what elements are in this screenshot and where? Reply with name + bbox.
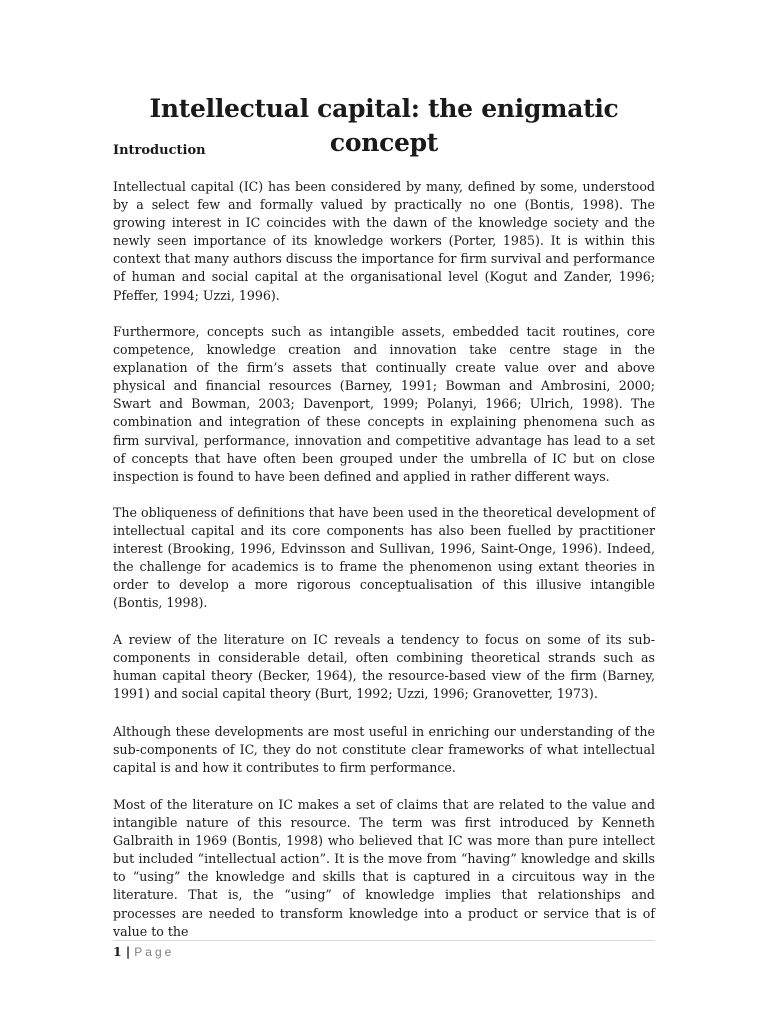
paragraph-6: Most of the literature on IC makes a set of claims that are related to the value and intangible nature of this resource. The term was first introduced by Kenneth Galbraith in 1969 (Bontis, 1998) who believed that IC was more than pure intellect but included “intellectual action”. It is the move from “having” knowledge and skills to “using” the knowledge and skills that is captured in a circuitous way in the literature. That is, the “using” of knowledge implies that relationships and processes are needed to transform knowledge into a product or service that is of value to the bbox=[113, 797, 655, 939]
paragraph-1: Intellectual capital (IC) has been considered by many, defined by some, understood by a select few and formally valued by practically no one (Bontis, 1998). The growing interest in IC coincides with the dawn of the knowledge society and the newly seen importance of its knowledge workers (Porter, 1985). It is within this context that many authors discuss the importance for firm survival and performance of human and social capital at the organisational level (Kogut and Zander, 1996; Pfeffer, 1994; Uzzi, 1996). bbox=[113, 179, 655, 303]
paragraph-2: Furthermore, concepts such as intangible assets, embedded tacit routines, core competence, knowledge creation and innovation take centre stage in the explanation of the firm’s assets that continually create value over and above physical and financial resources (Barney, 1991; Bowman and Ambrosini, 2000; Swart and Bowman, 2003; Davenport, 1999; Polanyi, 1966; Ulrich, 1998). The combination and integration of these concepts in explaining phenomena such as firm survival, performance, innovation and competitive advantage has lead to a set of concepts that have often been grouped under the umbrella of IC but on close inspection is found to have been defined and applied in rather different ways. bbox=[113, 324, 655, 484]
section-heading: Introduction bbox=[113, 143, 206, 158]
paragraph-3: The obliqueness of definitions that have been used in the theoretical development of intellectual capital and its core components has also been fuelled by practitioner interest (Brooking, 1996, Edvinsson and Sullivan, 1996, Saint-Onge, 1996). Indeed, the challenge for academics is to frame the phenomenon using extant theories in order to develop a more rigorous conceptualisation of this illusive intangible (Bontis, 1998). bbox=[113, 505, 655, 611]
paragraph-5: Although these developments are most useful in enriching our understanding of the sub-components of IC, they do not constitute clear frameworks of what intellectual capital is and how it contributes to firm performance. bbox=[113, 724, 655, 776]
footer-divider bbox=[113, 940, 655, 941]
page-footer bbox=[113, 943, 174, 961]
page-label: Page bbox=[134, 945, 175, 959]
page-number: 1 bbox=[113, 944, 122, 959]
paragraph-4: A review of the literature on IC reveals a tendency to focus on some of its sub-components in considerable detail, often combining theoretical strands such as human capital theory (Becker, 1964), the resource-based view of the firm (Barney, 1991) and social capital theory (Burt, 1992; Uzzi, 1996; Granovetter, 1973). bbox=[113, 632, 655, 702]
document-title: Intellectual capital: the enigmatic concept bbox=[149, 94, 619, 157]
footer-separator: | bbox=[125, 944, 131, 959]
